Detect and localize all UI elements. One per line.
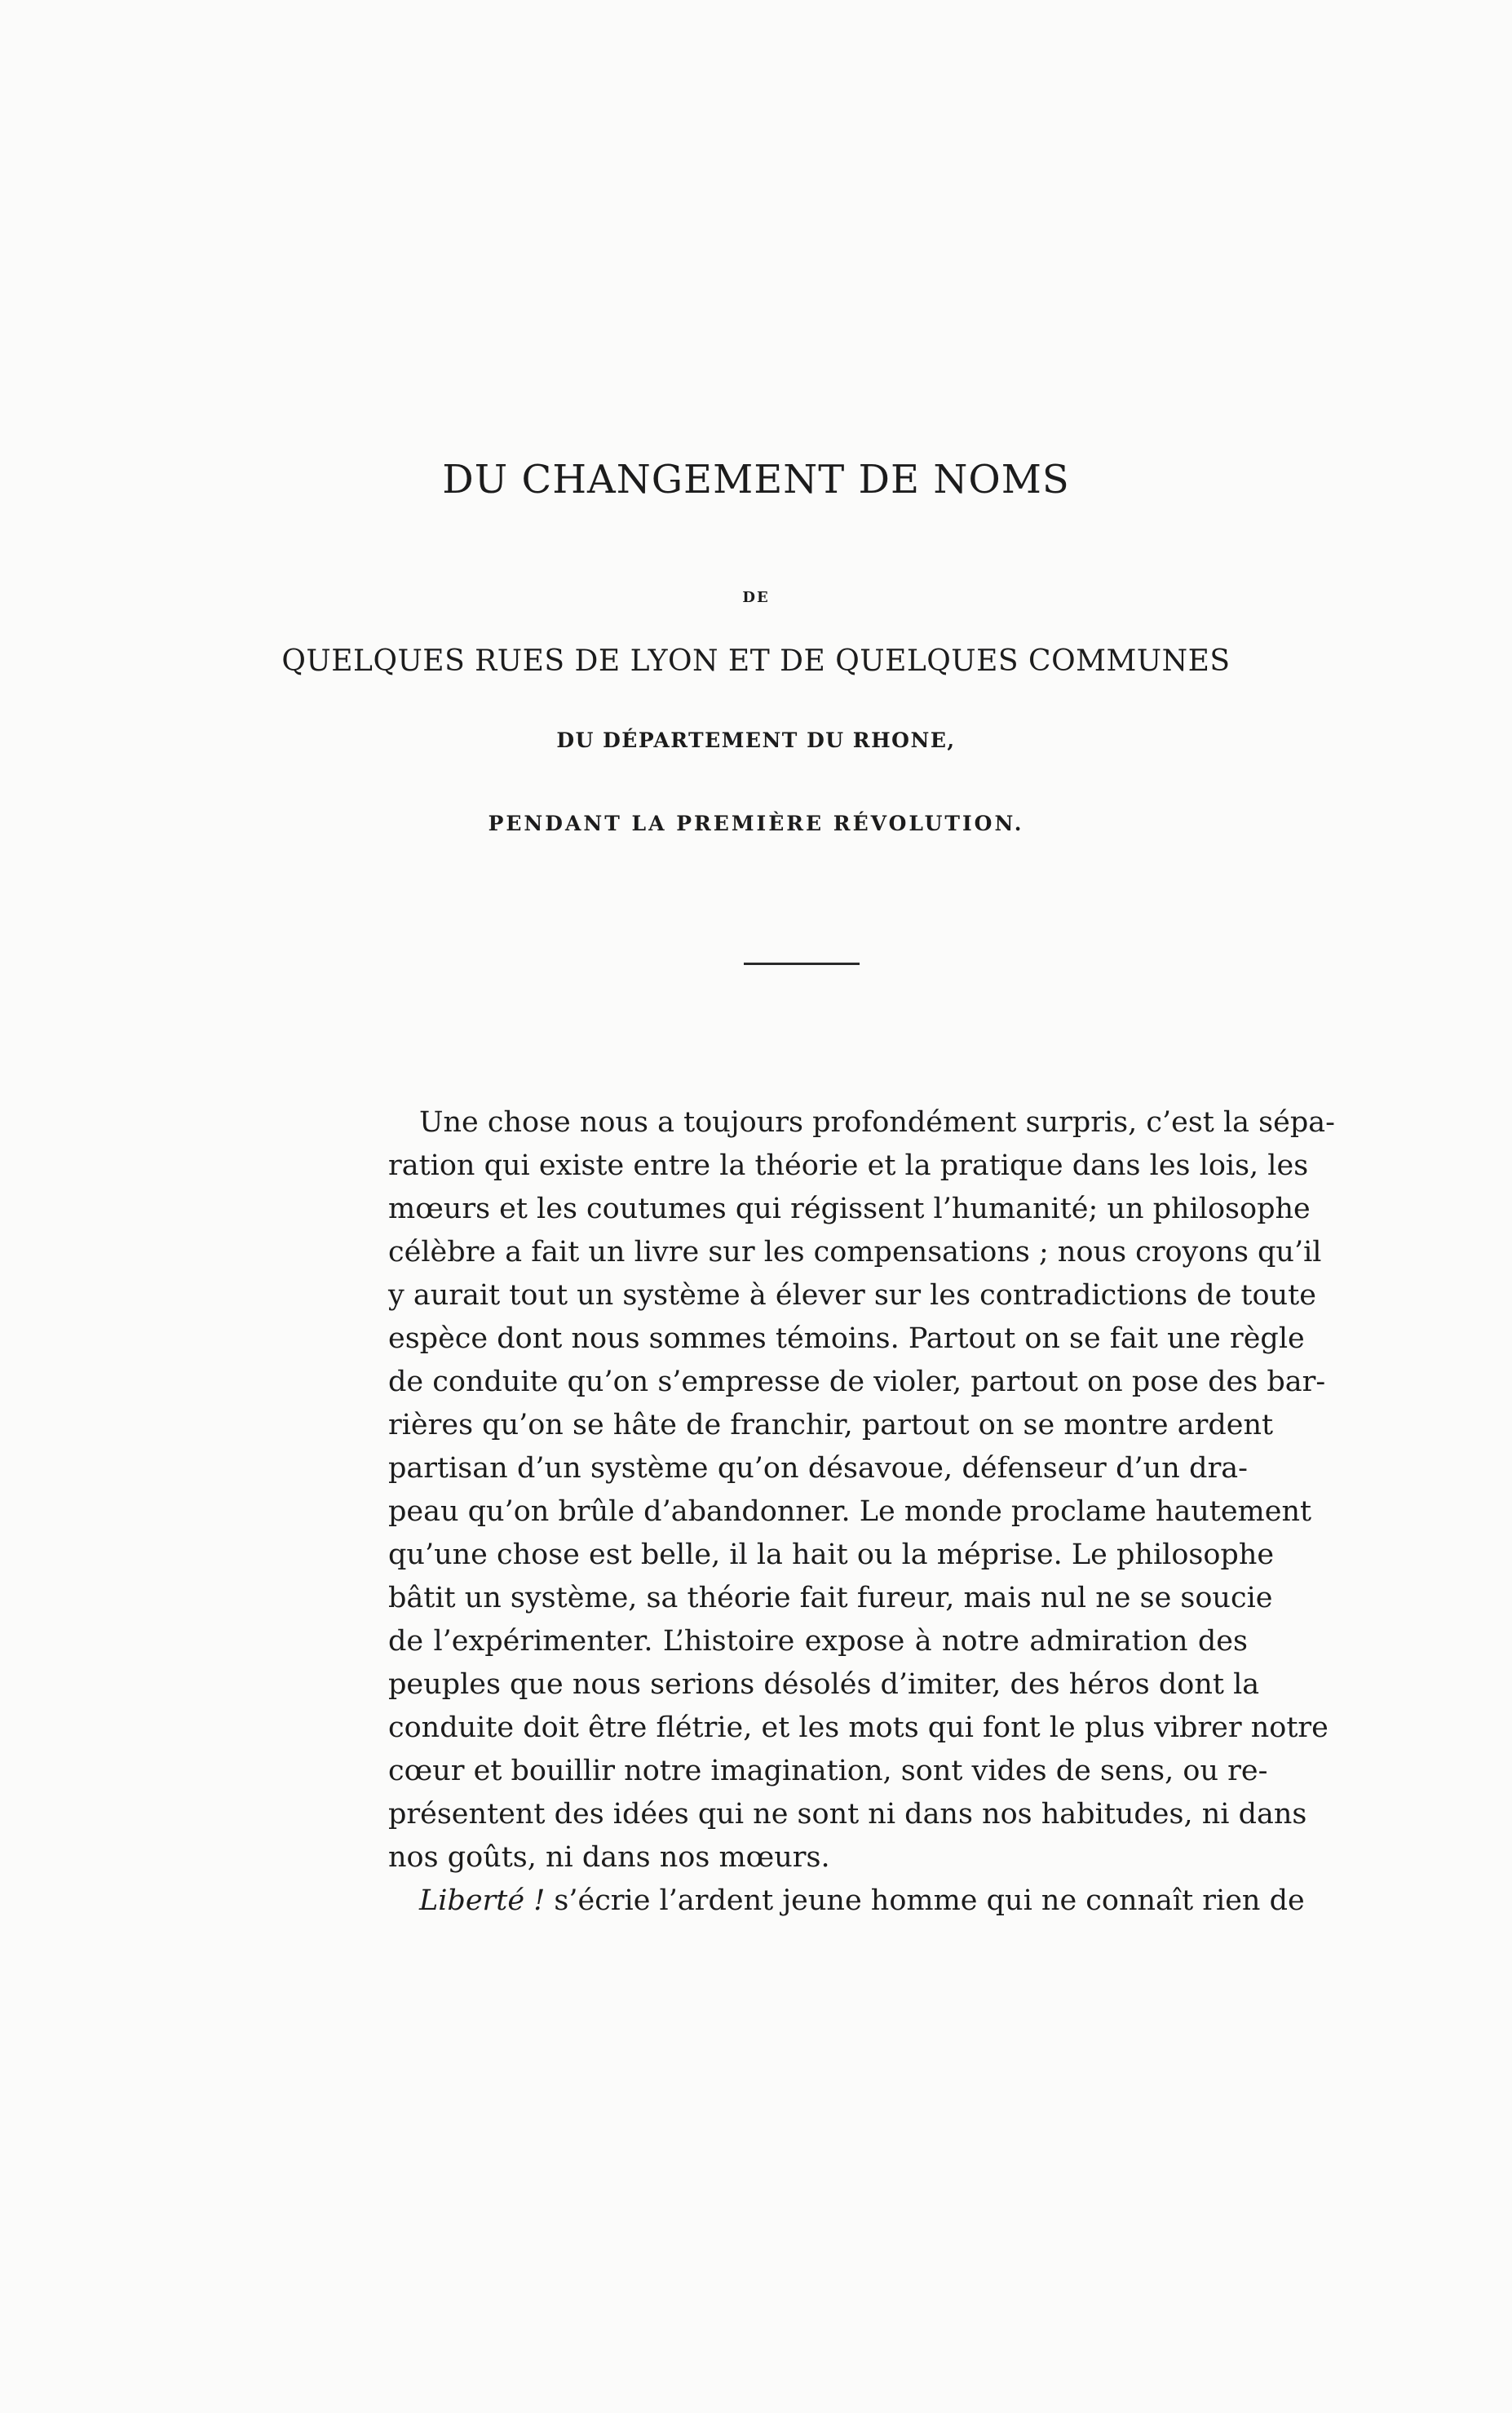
text-line: partisan d’un système qu’on désavoue, défenseur d’un dra-: [388, 1452, 1248, 1485]
text-line: présentent des idées qui ne sont ni dans nos habitudes, ni dans: [388, 1798, 1307, 1831]
section-divider: [744, 963, 860, 965]
text-line: y aurait tout un système à élever sur les contradictions de toute: [388, 1279, 1316, 1312]
paragraph-1: [388, 1101, 1335, 1879]
text-line: ration qui existe entre la théorie et la pratique dans les lois, les: [388, 1149, 1309, 1182]
text-line: bâtit un système, sa théorie fait fureur, mais nul ne se soucie: [388, 1582, 1273, 1614]
text-line: [388, 1879, 1305, 1923]
italic-word: Liberté !: [419, 1884, 546, 1917]
text-line: de conduite qu’on s’empresse de violer, partout on pose des bar-: [388, 1366, 1326, 1398]
text-line: célèbre a fait un livre sur les compensations ; nous croyons qu’il: [388, 1236, 1322, 1268]
text-line: Une chose nous a toujours profondément surpris, c’est la sépa-: [419, 1106, 1335, 1139]
text-line: espèce dont nous sommes témoins. Partout on se fait une règle: [388, 1322, 1305, 1355]
page-title: DU CHANGEMENT DE NOMS: [442, 457, 1070, 503]
body-text: [388, 1101, 1335, 1923]
subtitle-revolution: PENDANT LA PREMIÈRE RÉVOLUTION.: [488, 812, 1024, 835]
subtitle-streets: QUELQUES RUES DE LYON ET DE QUELQUES COMMUNES: [281, 644, 1231, 678]
text-line: peuples que nous serions désolés d’imiter, des héros dont la: [388, 1668, 1260, 1701]
subtitle-department: DU DÉPARTEMENT DU RHONE,: [556, 728, 956, 752]
line-rest: s’écrie l’ardent jeune homme qui ne connaît rien de: [545, 1884, 1305, 1917]
text-line: conduite doit être flétrie, et les mots qui font le plus vibrer notre: [388, 1711, 1329, 1744]
text-line: rières qu’on se hâte de franchir, partout on se montre ardent: [388, 1409, 1274, 1441]
text-line: qu’une chose est belle, il la hait ou la méprise. Le philosophe: [388, 1539, 1275, 1571]
text-line: cœur et bouillir notre imagination, sont vides de sens, ou re-: [388, 1755, 1268, 1787]
title-connector: DE: [742, 589, 770, 606]
text-line: nos goûts, ni dans nos mœurs.: [388, 1841, 830, 1874]
text-line: mœurs et les coutumes qui régissent l’humanité; un philosophe: [388, 1193, 1311, 1225]
text-line: peau qu’on brûle d’abandonner. Le monde proclame hautement: [388, 1495, 1312, 1528]
paragraph-2: [388, 1879, 1305, 1923]
text-line: de l’expérimenter. L’histoire expose à notre admiration des: [388, 1625, 1248, 1658]
